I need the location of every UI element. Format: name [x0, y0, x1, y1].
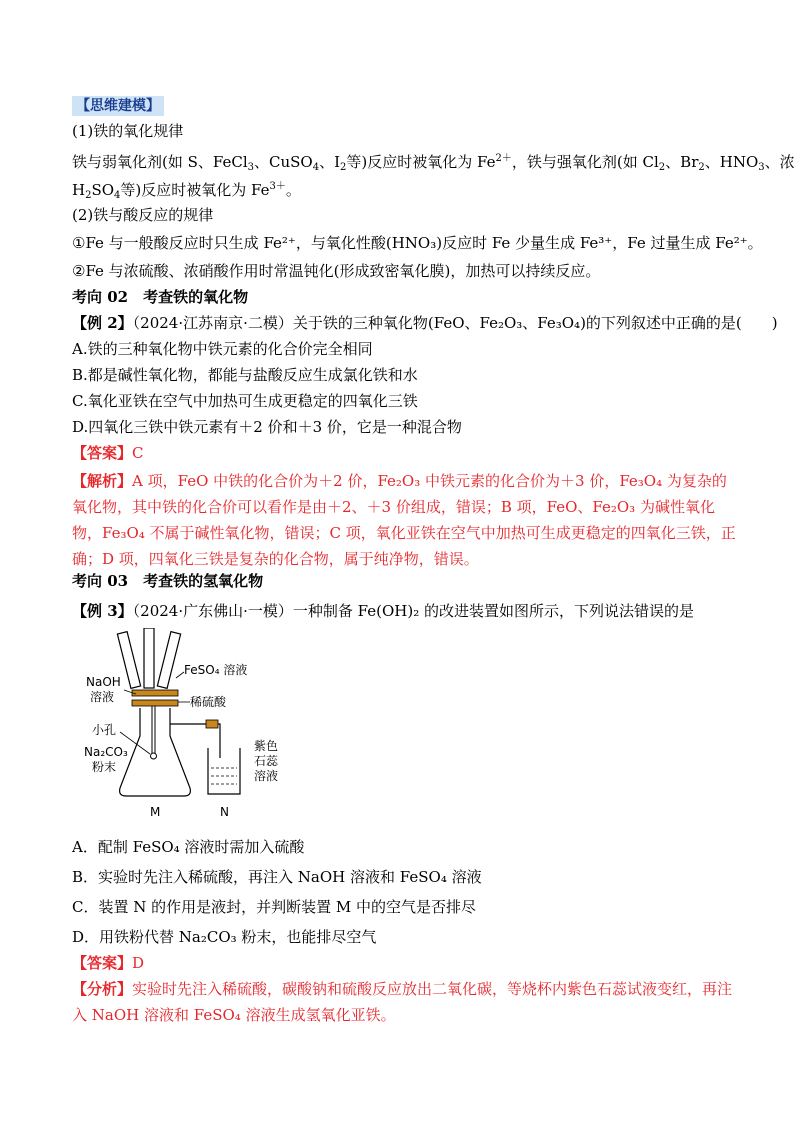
example3-option-c: C．装置 N 的作用是液封，并判断装置 M 中的空气是否排尽 [72, 898, 477, 916]
example2-answer: 【答案】C [72, 444, 144, 462]
example3-option-a: A．配制 FeSO₄ 溶液时需加入硫酸 [72, 838, 305, 856]
topic2-heading: 考向 02 考查铁的氧化物 [72, 288, 249, 306]
syringe-group [117, 628, 180, 688]
label-feso4: FeSO₄ 溶液 [184, 663, 248, 677]
example2-option-a: A.铁的三种氧化物中铁元素的化合价完全相同 [72, 340, 373, 358]
apparatus-diagram [80, 628, 320, 828]
example2-option-b: B.都是碱性氧化物，都能与盐酸反应生成氯化铁和水 [72, 366, 418, 384]
stopper-band-bottom [132, 700, 178, 706]
topic3-heading: 考向 03 考查铁的氢氧化物 [72, 572, 264, 590]
label-litmus-2: 石蕊 [254, 754, 279, 768]
example2-analysis: 【解析】A 项，FeO 中铁的化合价为＋2 价，Fe₂O₃ 中铁元素的化合价为＋3 价，Fe₃O₄ 为复杂的氧化物，其中铁的化合价可以看作是由＋2、＋3 价组成，错误；B 项，FeO、Fe₂O₃ 为碱性氧化物，Fe₃O₄ 不属于碱性氧化物，错误；C 项，氧化亚铁在空气中加热可生成更稳定的四氧化三铁，正确；D 项，四氧化三铁是复杂的化合物，属于纯净物，错误。 [72, 472, 736, 568]
stopper-band-top [132, 690, 178, 696]
example3-answer: 【答案】D [72, 954, 145, 972]
example3-option-d: D．用铁粉代替 Na₂CO₃ 粉末，也能排尽空气 [72, 928, 377, 946]
example2-option-c: C.氧化亚铁在空气中加热可生成更稳定的四氧化三铁 [72, 392, 418, 410]
rule1-line2: $H_2SO_4$等)反应时被氧化为 $Fe^{3+}$。 [72, 181, 301, 201]
example2-label: 【例 2】 [72, 314, 133, 332]
example2-stem: 【例 2】（2024·江苏南京·二模）关于铁的三种氧化物(FeO、Fe₂O₃、Fe₃O₄)的下列叙述中正确的是( ) [72, 314, 778, 332]
label-m: M [150, 805, 161, 819]
rule1-line1: 铁与弱氧化剂(如 S、FeCl$_3$、CuSO$_4$、$I_2$等)反应时被氧化为 $Fe^{2+}$，铁与强氧化剂(如 $Cl_2$、$Br_2$、$HNO_3$、浓 [72, 153, 795, 173]
liquid-lines [211, 768, 237, 784]
example2-option-d: D.四氧化三铁中铁元素有＋2 价和＋3 价，它是一种混合物 [72, 418, 462, 436]
example3-label: 【例 3】 [72, 602, 133, 620]
label-na2co3: Na₂CO₃ [84, 745, 128, 759]
label-powder: 粉末 [92, 760, 117, 774]
label-naoh: NaOH [86, 675, 121, 689]
label-naoh-solution: 溶液 [90, 690, 115, 704]
rule2-item2: ②Fe 与浓硫酸、浓硝酸作用时常温钝化(形成致密氧化膜)，加热可以持续反应。 [72, 262, 601, 280]
hole [151, 753, 157, 759]
beaker-n [208, 748, 240, 794]
label-litmus-3: 溶液 [254, 769, 279, 783]
example3-analysis: 【分析】实验时先注入稀硫酸，碳酸钠和硫酸反应放出二氧化碳，等烧杯内紫色石蕊试液变红，再注入 NaOH 溶液和 FeSO₄ 溶液生成氢氧化亚铁。 [72, 980, 733, 1024]
rule2-item1: ①Fe 与一般酸反应时只生成 Fe²⁺，与氧化性酸(HNO₃)反应时 Fe 少量生成 Fe³⁺，Fe 过量生成 Fe²⁺。 [72, 234, 763, 252]
label-acid: 稀硫酸 [190, 695, 227, 709]
example3-option-b: B．实验时先注入稀硫酸，再注入 NaOH 溶液和 FeSO₄ 溶液 [72, 868, 482, 886]
section-tag-row [72, 94, 740, 116]
example3-stem: 【例 3】（2024·广东佛山·一模）一种制备 Fe(OH)₂ 的改进装置如图所示，下列说法错误的是 [72, 602, 694, 620]
label-n: N [220, 805, 229, 819]
rubber-joint [206, 720, 218, 728]
section-tag: 【思维建模】 [72, 96, 164, 116]
rule1-title: (1)铁的氧化规律 [72, 122, 184, 140]
label-hole: 小孔 [92, 723, 117, 737]
rule2-title: (2)铁与酸反应的规律 [72, 206, 214, 224]
label-litmus-1: 紫色 [254, 739, 279, 753]
outlet-tube [170, 724, 220, 758]
